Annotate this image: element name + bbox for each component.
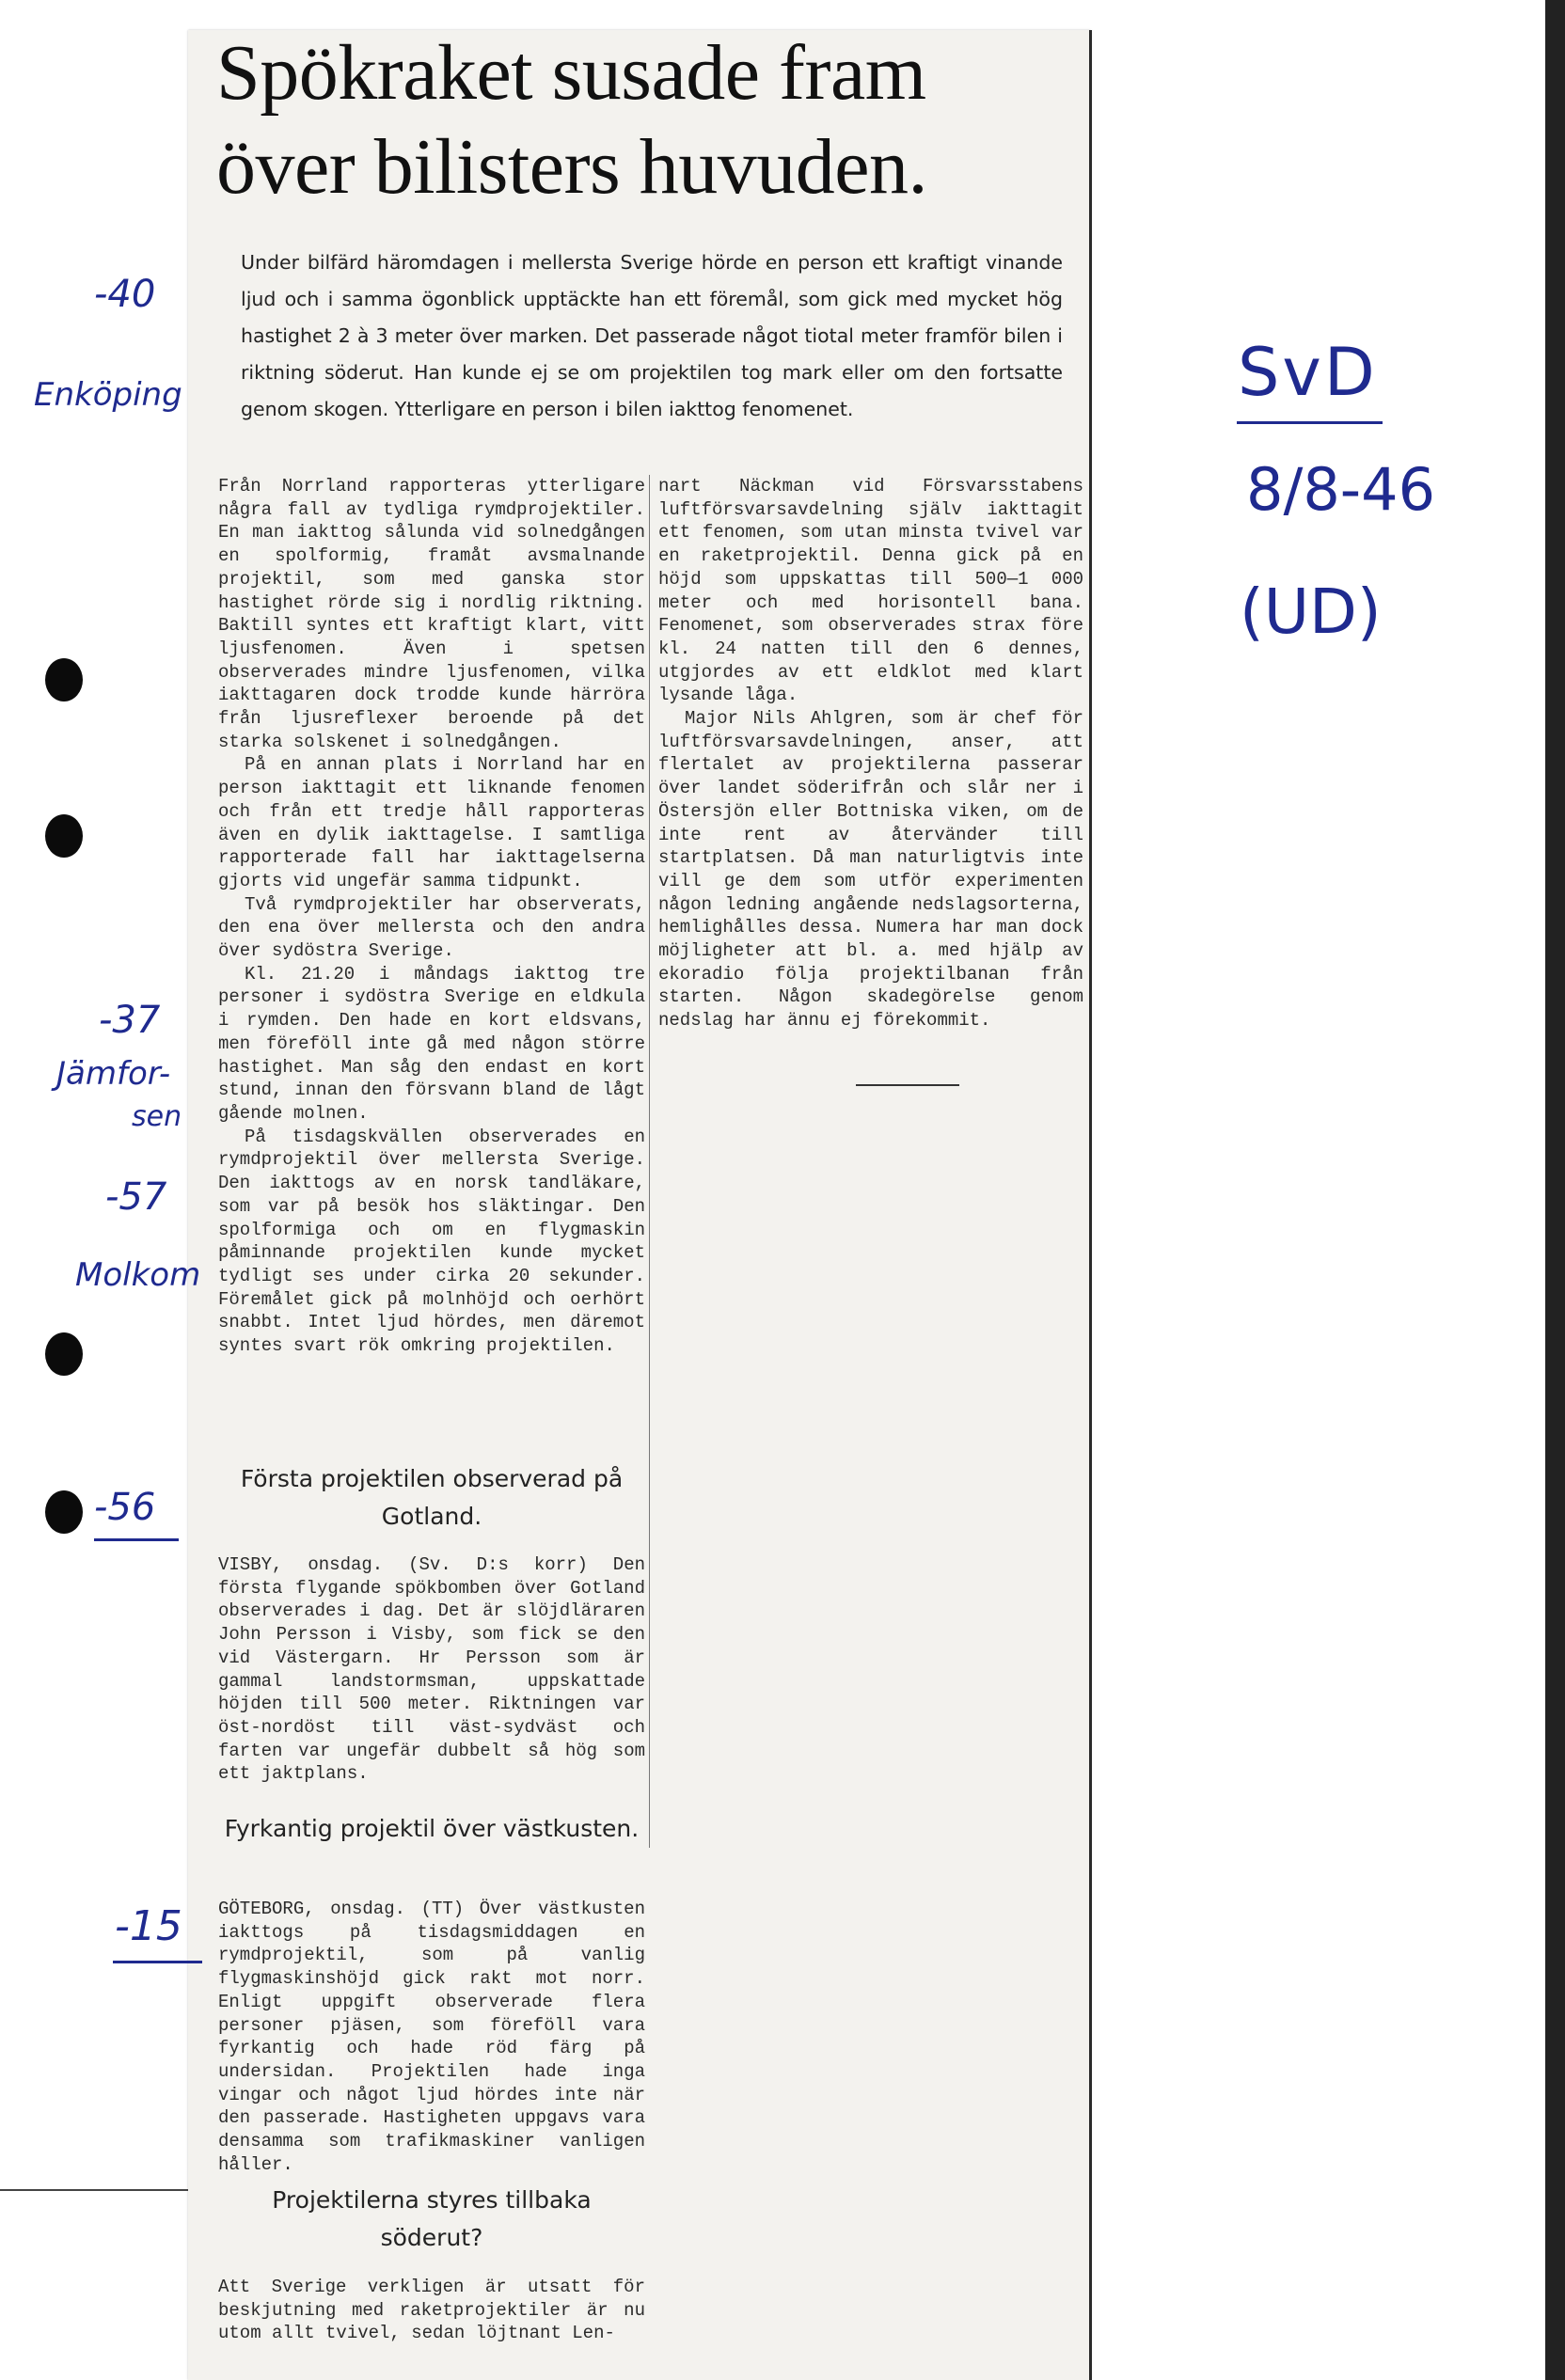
handwritten-place: Jämfor-: [56, 1055, 171, 1093]
handwritten-note: -37: [99, 999, 161, 1042]
paragraph: Två rymdprojektiler har observerats, den ena över mellersta och den andra över sydöstra Sverige.: [218, 893, 645, 962]
underline: [113, 1961, 202, 1963]
paragraph: VISBY, onsdag. (Sv. D:s korr) Den första flygande spökbomben över Gotland observerades i dag. Det är slöjdläraren John Persson i Visby, som fick se den vid Västergarn. Hr Persson som är gammal landstormsman, uppskattade höjden till 500 meter. Riktningen var öst-nordöst till väst-sydväst och farten var ungefär dubbelt så hög som ett jaktplans.: [218, 1554, 645, 1785]
article-end-rule: [856, 1084, 959, 1086]
handwritten-note: -56: [94, 1486, 156, 1529]
paragraph: Kl. 21.20 i måndags iakttog tre personer i sydöstra Sverige en eldkula i rymden. Den hade en kort eldsvans, men föreföll inte gå med någon större hastighet. Man såg den endast en kort stund, innan den försvann bland de lågt gående molnen.: [218, 963, 645, 1124]
paragraph: Från Norrland rapporteras ytterligare några fall av tydliga rymdprojektiler. En man iakttog sålunda vid solnedgången en spolformig, framåt avsmalnande projektil, som med ganska stor hastighet rörde sig i nordlig riktning. Baktill syntes ett kraftigt klart, vitt ljusfenomen. Även i spetsen observerades mindre ljusfenomen, vilka iakttagaren dock trodde kunde härröra från ljusreflexer beroende på det starka solskenet i solnedgången.: [218, 476, 645, 752]
punch-hole-1: [45, 658, 83, 701]
paragraph: GÖTEBORG, onsdag. (TT) Över västkusten iakttogs på tisdagsmiddagen en rymdprojektil, som på vanlig flygmaskinshöjd gick rakt mot norr. Enligt uppgift observerade flera personer pjäsen, som föreföll vara fyrkantig och hade röd färg på undersidan. Projektilen hade inga vingar och något ljud hördes inte när den passerade. Hastigheten uppgavs vara densamma som trafikmaskiner vanligen håller.: [218, 1899, 645, 2175]
punch-hole-4: [45, 1490, 83, 1534]
handwritten-place: Molkom: [75, 1256, 201, 1294]
section-heading-styres: Projektilerna styres tillbaka söderut?: [272, 2186, 592, 2251]
column-divider: [649, 475, 650, 1848]
paragraph: nart Näckman vid Försvarsstabens luftförsvarsavdelning själv iakttagit ett fenomen, som utan minsta tvivel var en raketprojektil. Denna gick på en höjd som uppskattas till 500—1 000 meter och med horisontell bana. Fenomenet, som observerades strax före kl. 24 natten till den 6 dennes, utgjordes av ett eldklot med klart lysande låga.: [658, 476, 1083, 706]
punch-hole-3: [45, 1332, 83, 1376]
right-column: [658, 475, 1083, 1032]
handwritten-note: -40: [94, 273, 156, 316]
article-headline: Spökraket susade fram över bilisters huvuden.: [216, 29, 928, 211]
punch-hole-2: [45, 814, 83, 858]
section-body-gotland: [218, 1553, 645, 1786]
left-column: [218, 475, 645, 1358]
paragraph: Major Nils Ahlgren, som är chef för luftförsvarsavdelningen, anser, att flertalet av projektilerna passerar över landet söderifrån och slår ner i Östersjön eller Bottniska viken, om de inte rent av återvänder till startplatsen. Då man naturligtvis inte vill ge dem som utför experimenten någon ledning angående nedslagsorterna, hemlighålles dessa. Numera har man dock möjligheter att bl. a. med hjälp av ekoradio följa projektilbanan från starten. Någon skadegörelse genom nedslag har ännu ej förekommit.: [658, 708, 1083, 1032]
paragraph: På tisdagskvällen observerades en rymdprojektil över mellersta Sverige. Den iakttogs av en norsk tandläkare, som var på besök hos släktingar. Den spolformiga och om en flygmaskin påminnande projektilen kunde mycket tydligt ses under cirka 20 sekunder. Föremålet gick på molnhöjd och oerhört snabbt. Intet ljud hördes, men däremot syntes svart rök omkring projektilen.: [218, 1126, 645, 1357]
section-body-vastkusten: [218, 1898, 645, 2176]
section-heading-vastkusten: Fyrkantig projektil över västkusten.: [224, 1815, 640, 1842]
scan-border-line: [0, 2189, 193, 2191]
handwritten-place: sen: [132, 1100, 182, 1133]
handwritten-date: 8/8-46: [1246, 455, 1436, 524]
handwritten-place: Enköping: [34, 376, 182, 414]
scan-page-edge: [1545, 0, 1565, 2380]
underline: [94, 1538, 179, 1541]
handwritten-code: (UD): [1240, 575, 1382, 648]
handwritten-note: -15: [115, 1902, 182, 1950]
paragraph: Att Sverige verkligen är utsatt för beskjutning med raketprojektiler är nu utom allt tvivel, sedan löjtnant Len-: [218, 2277, 645, 2344]
clipping-edge-shadow: [1089, 30, 1092, 2380]
handwritten-source: SvD: [1238, 334, 1378, 411]
handwritten-note: -57: [105, 1175, 167, 1219]
section-heading-gotland: Första projektilen observerad på Gotland.: [240, 1465, 624, 1530]
article-lead: Under bilfärd häromdagen i mellersta Sverige hörde en person ett kraftigt vinande ljud och i samma ögonblick upptäckte han ett föremål, som gick med mycket hög hastighet 2 à 3 meter över marken. Det passerade något tiotal meter framför bilen i riktning söderut. Han kunde ej se om projektilen tog mark eller om den fortsatte genom skogen. Ytterligare en person i bilen iakttog fenomenet.: [241, 251, 1063, 420]
paragraph: På en annan plats i Norrland har en person iakttagit ett liknande fenomen och från ett tredje håll rapporteras även en dylik iakttagelse. I samtliga rapporterade fall har iakttagelserna gjorts vid ungefär samma tidpunkt.: [218, 754, 645, 891]
underline: [1237, 421, 1383, 424]
section-body-styres: [218, 2276, 645, 2345]
